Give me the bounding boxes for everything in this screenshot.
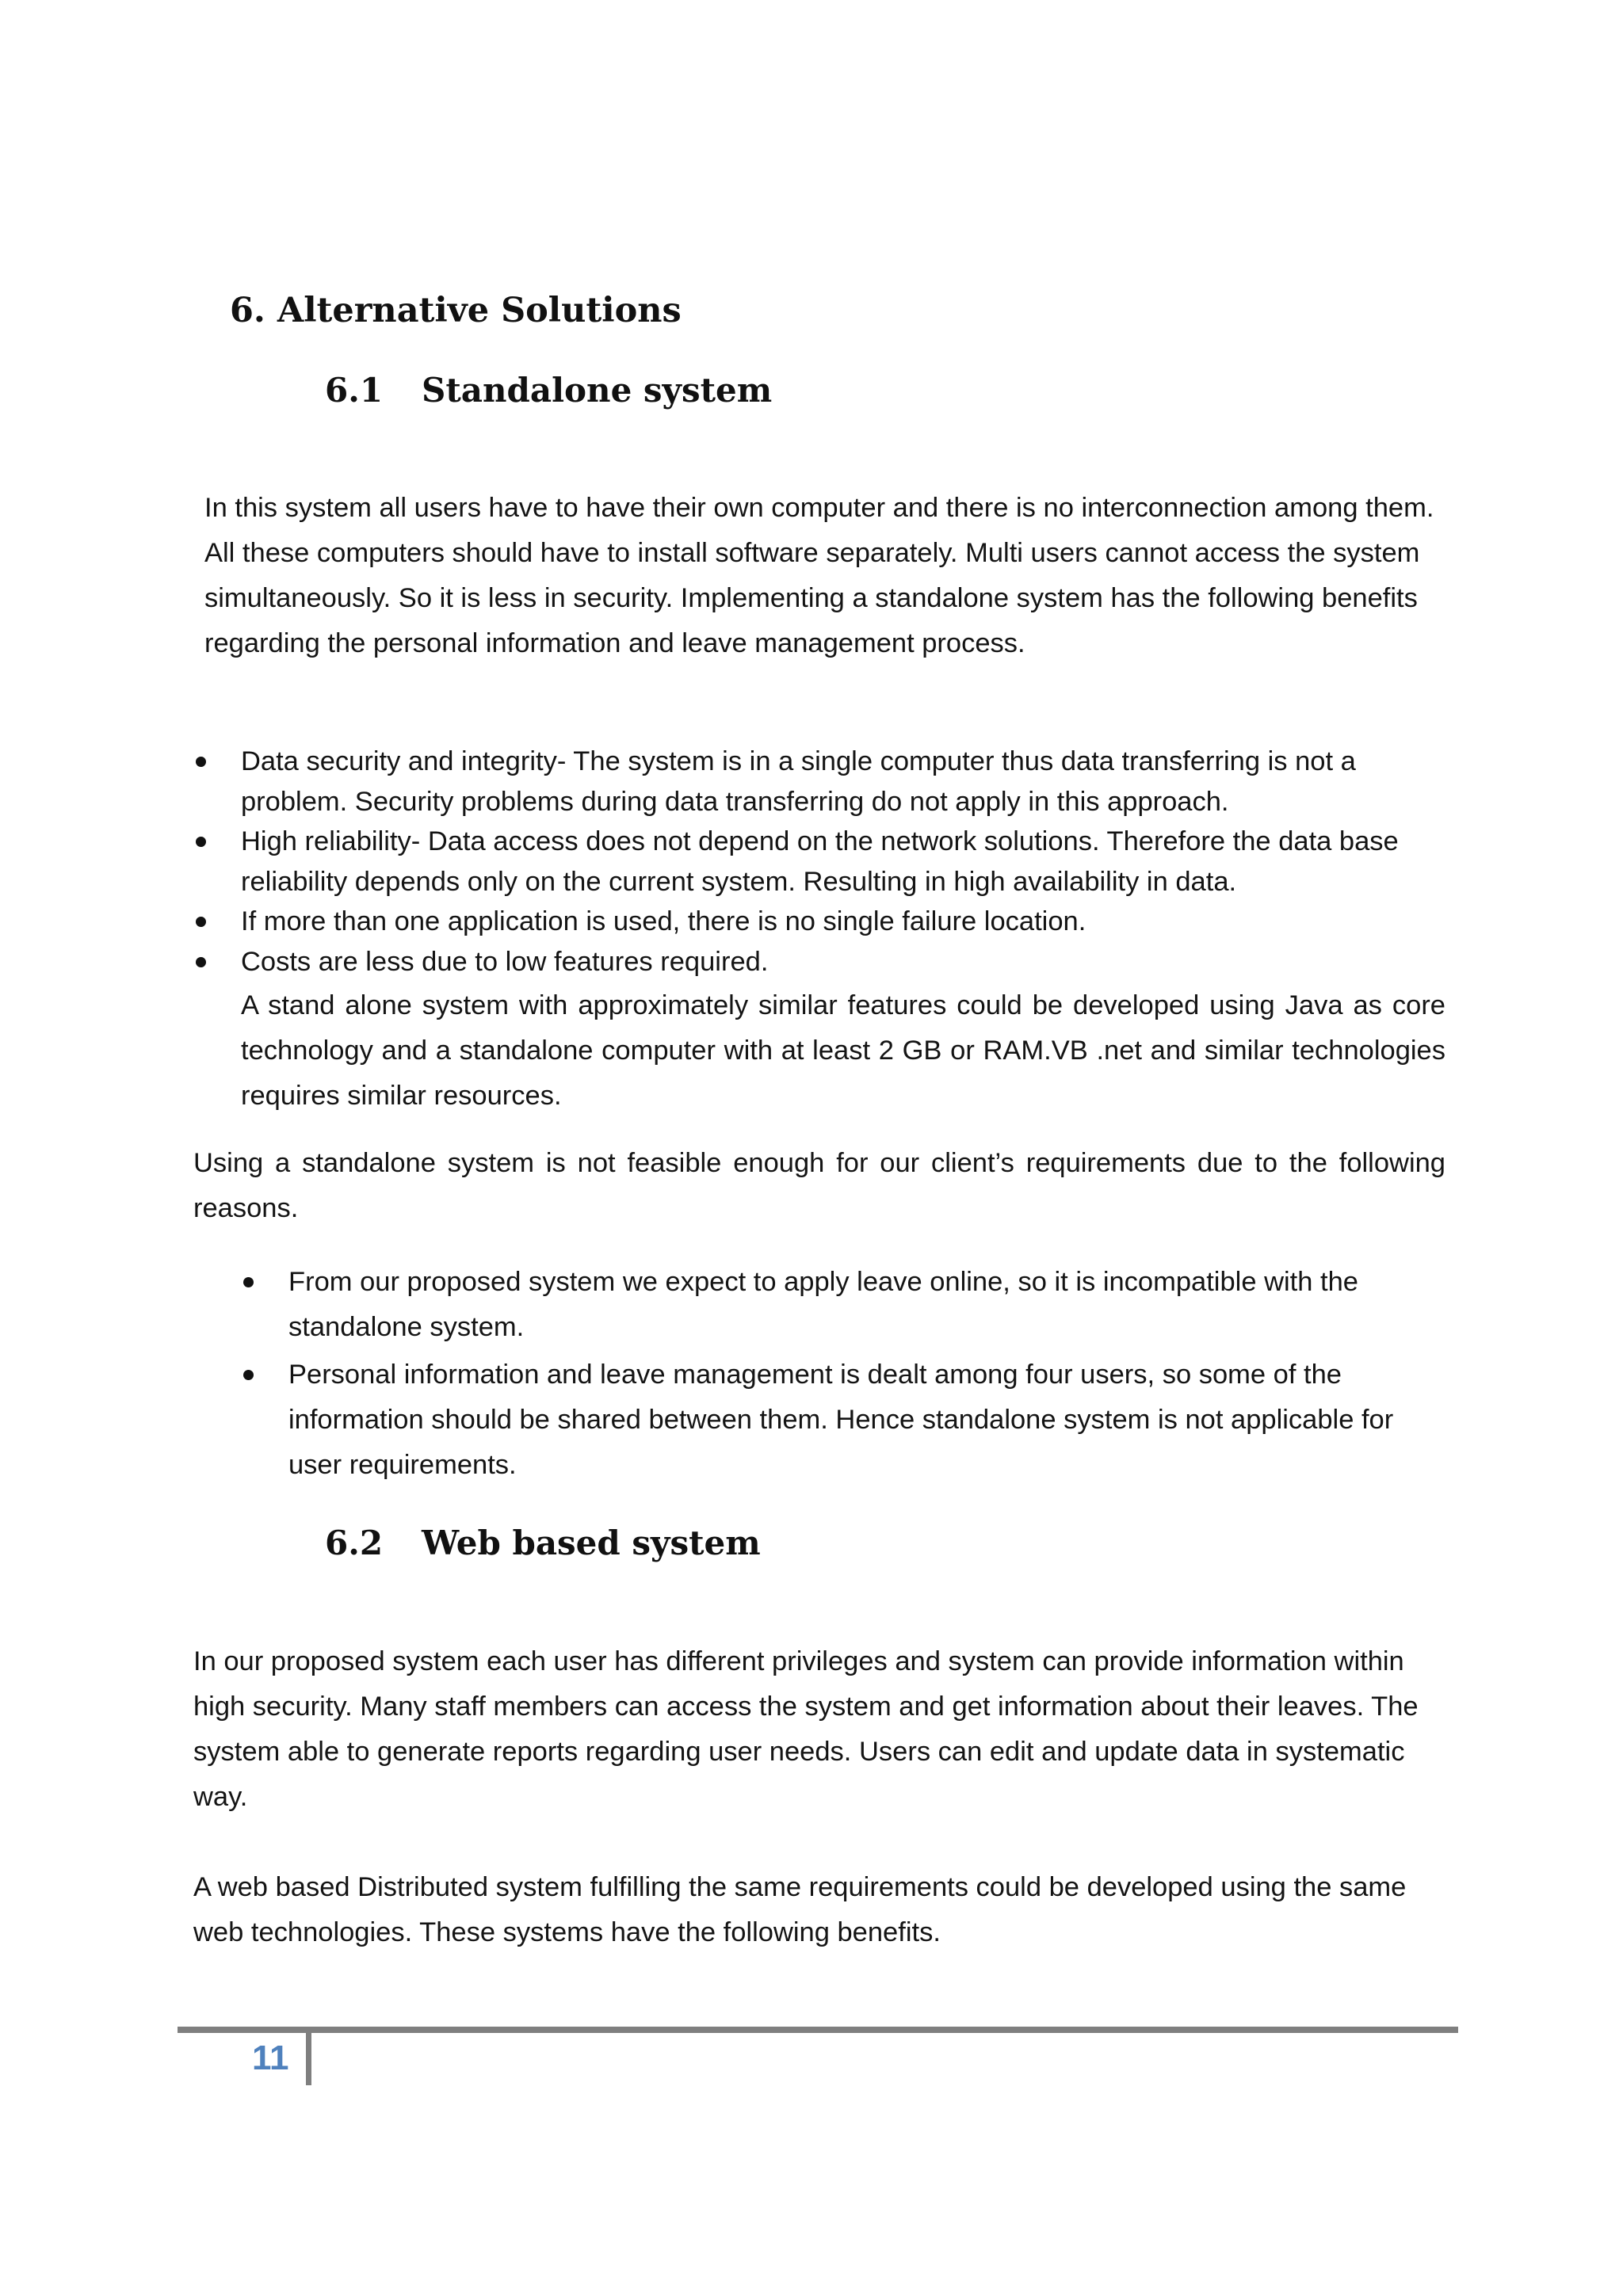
list-item <box>193 822 1445 902</box>
web-paragraph-2: A web based Distributed system fulfilling the same requirements could be developed using the same web technologies. These systems have the following benefits. <box>193 1872 1407 1947</box>
bullet-icon <box>196 957 206 967</box>
bullet-icon <box>196 837 206 847</box>
list-item-text: High reliability- Data access does not depend on the network solutions. Therefore the data base reliability depends only on the current system. Resulting in high availability in data. <box>241 826 1399 897</box>
bullet-icon <box>243 1370 254 1380</box>
standalone-conclusion-paragraph: Using a standalone system is not feasible enough for our client’s requirements due to the following reasons. <box>193 1148 1445 1223</box>
benefit-note: A stand alone system with approximately similar features could be developed using Java as core technology and a standalone computer with at least 2 GB or RAM.VB .net and similar technologies requires similar resources. <box>241 990 1445 1111</box>
list-item <box>193 742 1445 822</box>
subsection-heading-standalone <box>325 367 772 414</box>
bullet-icon <box>196 917 206 927</box>
list-item-text: If more than one application is used, there is no single failure location. <box>241 906 1086 936</box>
list-item <box>193 942 1445 1119</box>
page-number: 11 <box>252 2039 289 2077</box>
list-item-text: Costs are less due to low features required. <box>241 946 769 977</box>
standalone-reasons-list <box>241 1260 1445 1490</box>
subsection-heading-web <box>325 1520 761 1567</box>
bullet-icon <box>243 1277 254 1287</box>
footer-divider <box>306 2033 311 2085</box>
web-paragraph-1: In our proposed system each user has different privileges and system can provide information within high security. Many staff members can access the system and get information about their leaves. The system able to generate reports regarding user needs. Users can edit and update data in systematic way. <box>193 1646 1419 1812</box>
list-item-text: From our proposed system we expect to apply leave online, so it is incompatible with the standalone system. <box>288 1267 1358 1342</box>
list-item <box>241 1260 1445 1350</box>
list-item-text: Personal information and leave management is dealt among four users, so some of the information should be shared between them. Hence standalone system is not applicable for user requirements. <box>288 1360 1394 1480</box>
subsection-number: 6.2 <box>325 1524 384 1562</box>
subsection-number: 6.1 <box>325 371 384 410</box>
footer-rule <box>178 2027 1458 2033</box>
section-heading: 6. Alternative Solutions <box>230 291 682 330</box>
bullet-icon <box>196 757 206 767</box>
subsection-title: Standalone system <box>422 371 773 410</box>
list-item <box>241 1352 1445 1488</box>
list-item <box>193 902 1445 942</box>
subsection-title: Web based system <box>422 1524 761 1562</box>
standalone-intro-paragraph: In this system all users have to have their own computer and there is no interconnection among them. All these computers should have to install software separately. Multi users cannot access the system simultaneously. So it is less in security. Implementing a standalone system has the following benefits regarding the personal information and leave management process. <box>204 493 1434 658</box>
list-item-text: Data security and integrity- The system is in a single computer thus data transferring is not a problem. Security problems during data transferring do not apply in this approach. <box>241 746 1356 817</box>
standalone-benefits-list <box>193 742 1445 1119</box>
